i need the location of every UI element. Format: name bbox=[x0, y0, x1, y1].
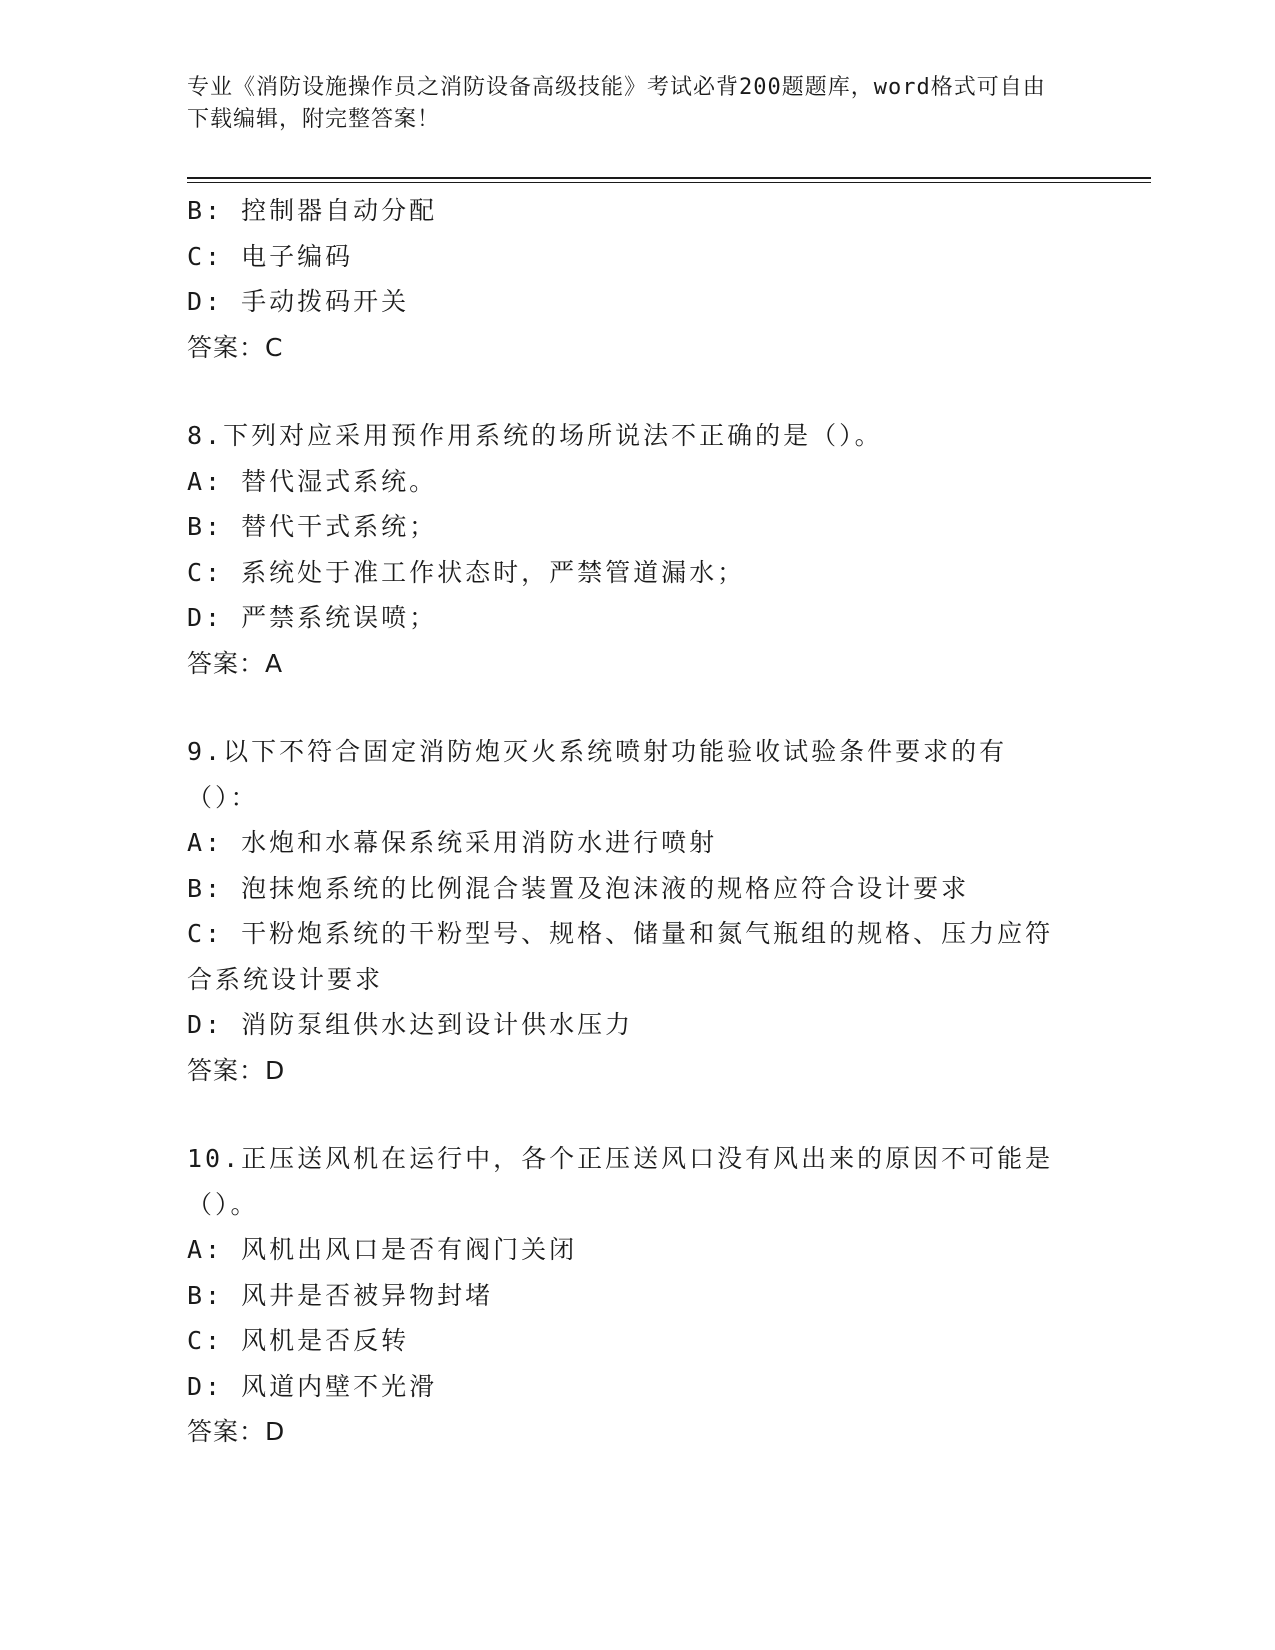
option-d: D: 消防泵组供水达到设计供水压力 bbox=[187, 1010, 634, 1039]
header-rule-thin bbox=[187, 182, 1151, 183]
option-b: B: 泡抹炮系统的比例混合装置及泡沫液的规格应符合设计要求 bbox=[187, 873, 970, 903]
answer: 答案：A bbox=[187, 648, 284, 678]
option-c: C: 系统处于准工作状态时，严禁管道漏水； bbox=[187, 557, 746, 587]
question-8 bbox=[187, 413, 1067, 686]
question-list bbox=[187, 188, 1067, 1455]
answer: 答案：C bbox=[187, 332, 284, 362]
question-7 bbox=[187, 188, 1067, 370]
option-d: D: 风道内壁不光滑 bbox=[187, 1371, 438, 1401]
option-b: B: 控制器自动分配 bbox=[187, 196, 438, 225]
question-10 bbox=[187, 1136, 1067, 1455]
question-text: 8.下列对应采用预作用系统的场所说法不正确的是（）。 bbox=[187, 421, 883, 450]
option-a: A: 水炮和水幕保系统采用消防水进行喷射 bbox=[187, 828, 718, 857]
option-a: A: 风机出风口是否有阀门关闭 bbox=[187, 1235, 578, 1264]
answer: 答案：D bbox=[187, 1055, 286, 1085]
option-b: B: 风井是否被异物封堵 bbox=[187, 1280, 494, 1310]
header-rule-thick bbox=[187, 177, 1151, 179]
option-d: D: 手动拨码开关 bbox=[187, 287, 410, 316]
question-text: 10.正压送风机在运行中，各个正压送风口没有风出来的原因不可能是（）。 bbox=[187, 1144, 1054, 1219]
option-b: B: 替代干式系统； bbox=[187, 512, 438, 541]
option-a: A: 替代湿式系统。 bbox=[187, 466, 438, 496]
question-text: 9.以下不符合固定消防炮灭火系统喷射功能验收试验条件要求的有（）： bbox=[187, 737, 1008, 812]
question-9 bbox=[187, 729, 1067, 1093]
answer: 答案：D bbox=[187, 1417, 286, 1446]
option-c: C: 电子编码 bbox=[187, 241, 354, 271]
page-header: 专业《消防设施操作员之消防设备高级技能》考试必背200题题库，word格式可自由下载编辑，附完整答案！ bbox=[187, 75, 1046, 132]
option-c: C: 干粉炮系统的干粉型号、规格、储量和氮气瓶组的规格、压力应符合系统设计要求 bbox=[187, 919, 1054, 994]
option-d: D: 严禁系统误喷； bbox=[187, 603, 438, 632]
option-c: C: 风机是否反转 bbox=[187, 1326, 410, 1355]
